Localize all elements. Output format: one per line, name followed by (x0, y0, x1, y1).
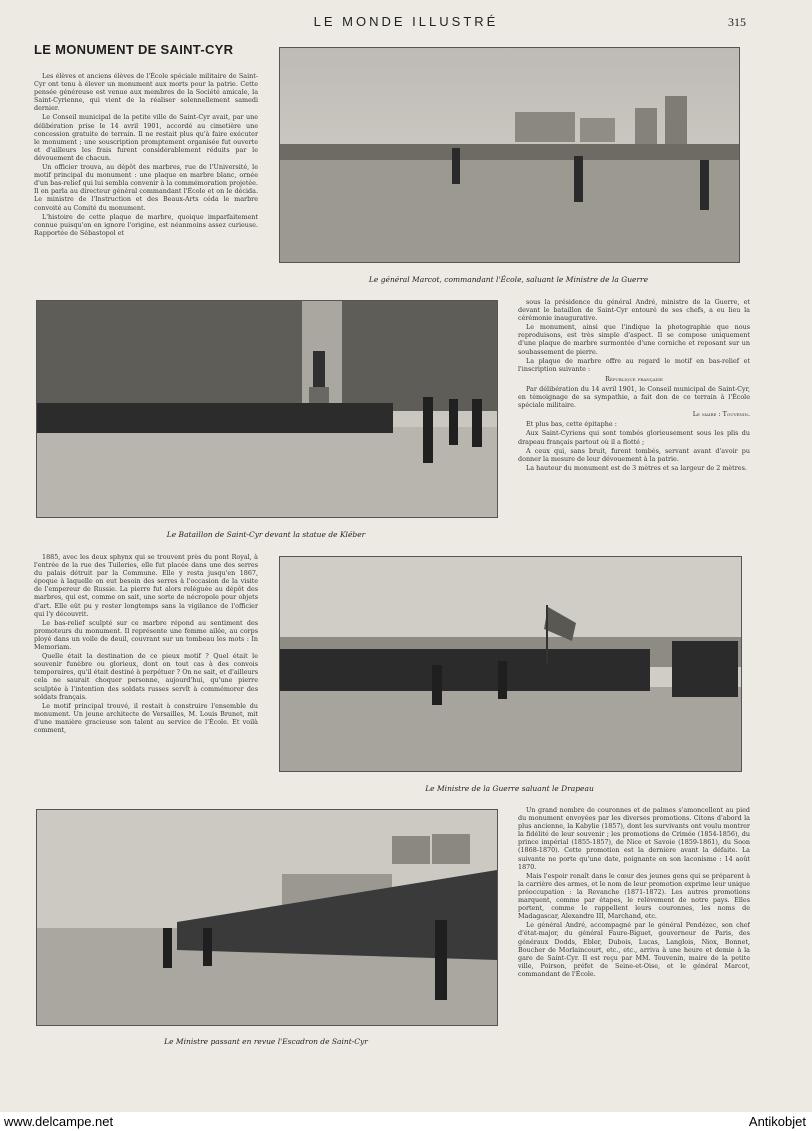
paragraph: La plaque de marbre offre au regard le motif en bas-relief et l'inscription suivante : (518, 356, 750, 373)
text-column-4 (518, 806, 750, 1046)
photo-caption: Le Ministre passant en revue l'Escadron de Saint-Cyr (164, 1037, 368, 1046)
paragraph: Mais l'espoir renaît dans le cœur des jeunes gens qui se préparent à la carrière des armes, et le nom de leur promotion exprime leur unique préoccupation : la Revanche (1871-1872). Les autres promotions marquent, comme par étapes, le relèvement de notre pays. Elles portent, comme le rappellent leurs couronnes, les noms de Madagascar, Alexandre III, Marchand, etc. (518, 871, 750, 921)
text-column-2 (518, 298, 750, 532)
paragraph: Un officier trouva, au dépôt des marbres, rue de l'Université, le motif principal du monument : une plaque en marbre blanc, ornée d'un bas-relief qui lui sembla convenir à la commémoration projetée. Il en parla au directeur général commandant l'École et on le décida. Le ministre de l'Instruction et des Beaux-Arts céda le marbre convoité au Comité du monument. (34, 163, 258, 212)
paragraph: 1885, avec les deux sphynx qui se trouvent près du pont Royal, à l'entrée de la rue des Tuileries, elle fut placée dans une des serres du palais détruit par la Commune. Elle y resta jusqu'en 1867, époque à laquelle on eut besoin des serres à l'occasion de la visite de l'empereur de Russie. La pierre fut alors reléguée au dépôt des marbres, qui est, comme on sait, une sorte de nécropole pour objets d'art. Elle eût pu y rester longtemps sans la vigilance de l'officier qui l'y découvrit. (34, 553, 258, 618)
paragraph: Quelle était la destination de ce pieux motif ? Quel était le souvenir funèbre ou glorieux, dont on tout cas à des convois temporaires, qu'il était destiné à perpétuer ? On ne sait, et d'ailleurs cela ne saurait choquer personne, aujourd'hui, qu'une pierre sculptée à l'intention des soldats russes servît à commémorer des soldats français. (34, 652, 258, 701)
photo-caption: Le général Marcot, commandant l'École, saluant le Ministre de la Guerre (368, 275, 649, 284)
paragraph: Le bas-relief sculpté sur ce marbre répond au sentiment des promoteurs du monument. Il représente une femme ailée, au corps ployé dans un voile de deuil, couvrant sur un tombeau les mots : In Memoriam. (34, 618, 258, 652)
photo-minister-flag (279, 556, 742, 772)
paragraph: Et plus bas, cette épitaphe : (526, 420, 617, 429)
inscription-text: Par délibération du 14 avril 1901, le Conseil municipal de Saint-Cyr, en témoignage de sa sympathie, a fait don de ce terrain à l'École spéciale militaire. (518, 384, 750, 410)
paragraph: Le monument, ainsi que l'indique la photographie que nous reproduisons, est très simple d'aspect. Il se compose uniquement d'une plaque de marbre surmontée d'une corniche et reposant sur un soubassement de pierre. (518, 323, 750, 356)
photo-general-saluting (279, 47, 740, 263)
paragraph: L'histoire de cette plaque de marbre, quoique imparfaitement connue puisqu'on en ignore l'origine, est néanmoins assez curieuse. Rapportée de Sébastopol et (34, 212, 258, 237)
paragraph: Le général André, accompagné par le général Pendézec, son chef d'état-major, du général Faure-Biguet, gouverneur de Paris, des généraux Dodds, Ebler, Dubois, Lucas, Langlois, Niox, Bonnet, Boucher de Morlaincourt, etc., etc., arriva à une heure et demie à la gare de Saint-Cyr. Il est reçu par MM. Touvenin, maire de la petite ville, Poirson, préfet de Seine-et-Oise, et le général Marcot, commandant de l'École. (518, 921, 750, 978)
paragraph: A ceux qui, sans bruit, furent tombés, servant avant d'avoir pu donner la mesure de leur dévouement à la patrie. (518, 446, 750, 463)
inscription-signature: Le maire : Touvenin. (692, 410, 750, 419)
photo-caption: Le Bataillon de Saint-Cyr devant la statue de Kléber (166, 530, 366, 539)
article-title: LE MONUMENT DE SAINT-CYR (34, 42, 234, 57)
paragraph: La hauteur du monument est de 3 mètres et sa largeur de 2 mètres. (526, 463, 747, 472)
watermark-left: www.delcampe.net (4, 1114, 114, 1129)
text-column-3 (34, 553, 258, 793)
paragraph: Le Conseil municipal de la petite ville de Saint-Cyr avait, par une délibération prise le 14 avril 1901, accordé au cimetière une concession gratuite de terrain. Il ne restait plus qu'à faire exécuter le monument ; une souscription promptement organisée fut ouverte et d'ailleurs les frais furent considérablement réduits par le dévouement de chacun. (34, 113, 258, 162)
paragraph: Aux Saint-Cyriens qui sont tombés glorieusement sous les plis du drapeau français partout où il a flotté ; (518, 429, 750, 446)
paragraph: Les élèves et anciens élèves de l'École spéciale militaire de Saint-Cyr ont tenu à élever un monument aux morts pour la patrie. Cette pensée généreuse est venue aux membres de la Société amicale, la Saint-Cyrienne, qui vient de la réaliser solennellement samedi dernier. (34, 72, 258, 113)
text-column-1 (34, 72, 258, 282)
inscription-title: République française (605, 374, 663, 383)
watermark-bar (0, 1112, 812, 1131)
paragraph: Un grand nombre de couronnes et de palmes s'amoncellent au pied du monument envoyées par les diverses promotions. Citons d'abord la plus ancienne, la Kabylie (1857), dont les survivants ont voulu montrer la fidélité de leur souvenir ; les promotions de Crimée (1854-1856), du prince impérial (1855-1857), de Nice et Savoie (1859-1861), du Soon (1868-1870). Cette promotion est la dernière avant la défaite. La suivante ne porte qu'une date, poignante en son laconisme : 14 août 1870. (518, 806, 750, 871)
paragraph: Le motif principal trouvé, il restait à construire l'ensemble du monument. Un jeune architecte de Versailles, M. Louis Brunet, mit d'une manière gracieuse son talent au service de l'École. Et voilà comment, (34, 701, 258, 734)
journal-title: LE MONDE ILLUSTRÉ (313, 14, 499, 29)
photo-minister-squadron (36, 809, 498, 1026)
paragraph: sous la présidence du général André, ministre de la Guerre, et devant le bataillon de Saint-Cyr entouré de ses chefs, a eu lieu la cérémonie inaugurative. (518, 298, 750, 323)
photo-caption: Le Ministre de la Guerre saluant le Drapeau (425, 784, 594, 793)
watermark-right: Antikobjet (748, 1114, 806, 1129)
photo-battalion-kleber (36, 300, 498, 518)
page-number: 315 (728, 15, 746, 29)
